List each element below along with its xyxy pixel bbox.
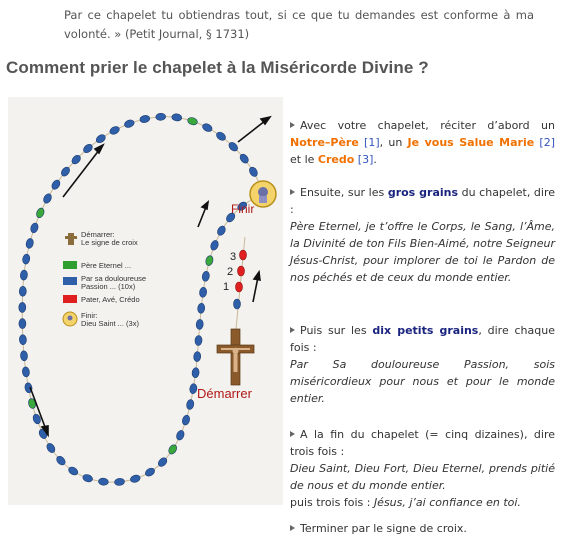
bead-blue xyxy=(20,270,28,281)
instruction-5: Terminer par le signe de croix. xyxy=(290,520,555,537)
bead-blue xyxy=(25,238,34,249)
bead-blue xyxy=(19,335,27,345)
term-gros-grains: gros grains xyxy=(387,186,459,199)
bead-red-3 xyxy=(240,250,247,260)
instruction-1: Avec votre chapelet, réciter d’abord un Notre–Père [1], un Je vous Salue Marie [2] et le Credo [3]. xyxy=(290,119,556,166)
number-1: 1 xyxy=(223,281,230,293)
bead-blue xyxy=(197,303,205,314)
bead-blue xyxy=(19,319,26,329)
rosary-chain xyxy=(22,117,263,483)
link-je-vous-salue-marie[interactable]: Je vous Salue Marie xyxy=(407,136,535,149)
bead-blue xyxy=(201,122,213,133)
bullet-icon xyxy=(290,431,295,437)
bead-blue xyxy=(186,399,195,410)
svg-text:Par sa douloureuse: Par sa douloureuse xyxy=(81,274,147,283)
bead-blue xyxy=(22,366,30,377)
ref-1[interactable]: [1] xyxy=(364,136,380,149)
crucifix xyxy=(217,329,254,385)
bead-blue xyxy=(193,351,201,362)
number-3: 3 xyxy=(230,251,237,263)
arrow-5-head xyxy=(254,272,260,280)
legend-item-red xyxy=(63,295,140,304)
bullet-icon xyxy=(290,189,295,195)
instruction-2: Ensuite, sur les gros grains du chapelet, dire : Père Eternel, je t’offre le Corps, le Sang, l’Âme, la Divinité de ton Fils Bien-Aimé, notre Seigneur Jésus-Christ, pour implorer de toi le Pardon de nos péchés et de ceux du monde entier. xyxy=(290,186,555,284)
rosary-diagram xyxy=(8,97,283,505)
svg-text:Dieu Saint ... (3x): Dieu Saint ... (3x) xyxy=(81,319,139,328)
link-credo[interactable]: Credo xyxy=(317,153,355,166)
quote-text: Par ce chapelet tu obtiendras tout, si ce que tu demandes est conforme à ma volonté. » (Petit Journal, § 1731) xyxy=(64,8,534,41)
bead-red-2 xyxy=(238,266,245,276)
term-dix-petits-grains: dix petits grains xyxy=(372,324,479,337)
bead-blue xyxy=(20,350,28,361)
bead-blue xyxy=(216,225,227,237)
bead-green xyxy=(35,207,45,219)
bead-blue xyxy=(114,478,125,486)
bead-blue xyxy=(129,474,141,484)
bead-blue xyxy=(98,478,109,486)
section-heading: Comment prier le chapelet à la Miséricorde Divine ? xyxy=(6,58,429,77)
number-2: 2 xyxy=(227,266,234,278)
bead-blue xyxy=(181,414,191,426)
bead-blue xyxy=(19,286,26,296)
link-notre-pere[interactable]: Notre–Père xyxy=(290,136,359,149)
bullet-icon xyxy=(290,525,295,531)
bead-blue xyxy=(199,287,207,298)
bead-blue xyxy=(29,222,39,234)
legend xyxy=(63,230,146,328)
instruction-3: Puis sur les dix petits grains, dire chaque fois : Par Sa douloureuse Passion, sois miséricordieux pour nous et pour le monde entier. xyxy=(290,324,555,405)
arrow-3-head xyxy=(202,202,208,209)
bead-green xyxy=(187,116,199,126)
legend-item-finish xyxy=(63,311,139,328)
bead-blue xyxy=(82,473,94,483)
bullet-icon xyxy=(290,327,295,333)
bead-blue xyxy=(22,254,31,265)
ref-2[interactable]: [2] xyxy=(539,136,556,149)
bead-pendant-blue xyxy=(234,299,241,309)
bead-blue xyxy=(123,119,135,129)
legend-item-start xyxy=(65,230,138,247)
bead-green xyxy=(167,443,178,455)
legend-item-blue xyxy=(63,274,146,291)
rosary-figure xyxy=(8,97,283,505)
legend-item-green xyxy=(63,261,131,270)
ref-3[interactable]: [3] xyxy=(357,153,374,166)
prayer-dieu-saint: Dieu Saint, Dieu Fort, Dieu Eternel, prends pitié de nous et du monde entier. xyxy=(290,462,555,492)
bead-blue xyxy=(195,335,203,345)
bead-blue xyxy=(171,113,182,121)
bead-blue xyxy=(19,302,26,312)
bead-blue xyxy=(144,466,156,477)
bead-green xyxy=(205,255,214,267)
blank-area xyxy=(0,505,210,545)
bead-blue xyxy=(201,271,210,282)
svg-text:Démarrer:: Démarrer: xyxy=(81,230,115,239)
bead-blue xyxy=(192,367,200,378)
svg-text:Pater, Avé, Crédo: Pater, Avé, Crédo xyxy=(81,295,140,304)
prayer-pere-eternel: Père Eternel, je t’offre le Corps, le Sang, l’Âme, la Divinité de ton Fils Bien-Aimé, notre Seigneur Jésus-Christ, pour implorer de toi le Pardon de nos péchés et de ceux du monde entier. xyxy=(290,220,555,284)
prayer-passion: Par Sa douloureuse Passion, sois miséricordieux pour nous et pour le monde entier. xyxy=(290,358,555,405)
bead-red-1 xyxy=(236,282,243,292)
bead-blue xyxy=(215,130,227,142)
bead-blue xyxy=(155,113,165,121)
bead-blue xyxy=(175,429,185,441)
bead-blue xyxy=(139,114,150,123)
bead-blue xyxy=(50,179,61,191)
bead-blue xyxy=(95,133,107,144)
bead-blue xyxy=(42,192,53,204)
bullet-icon xyxy=(290,122,295,128)
bead-blue xyxy=(248,166,259,178)
bead-blue xyxy=(209,239,219,251)
bead-blue xyxy=(109,125,121,136)
instruction-4: A la fin du chapelet (= cinq dizaines), dire trois fois : Dieu Saint, Dieu Fort, Dieu Eternel, prends pitié de nous et du monde entier. puis trois fois : Jésus, j’ai confiance en toi. xyxy=(290,428,555,509)
svg-text:Père Eternel ...: Père Eternel ... xyxy=(81,261,132,270)
prayer-jesus: Jésus, j’ai confiance en toi. xyxy=(373,496,521,509)
arrow-1-head xyxy=(95,145,103,153)
svg-text:Finir:: Finir: xyxy=(81,311,98,320)
rosary-beads xyxy=(19,113,266,486)
bead-blue xyxy=(196,319,204,330)
label-finir: Finir xyxy=(231,202,255,216)
svg-text:Passion ... (10x): Passion ... (10x) xyxy=(81,282,136,291)
bead-blue xyxy=(67,465,79,476)
label-demarrer: Démarrer xyxy=(197,386,252,401)
bead-blue xyxy=(45,442,56,454)
svg-text:Le signe de croix: Le signe de croix xyxy=(81,238,138,247)
